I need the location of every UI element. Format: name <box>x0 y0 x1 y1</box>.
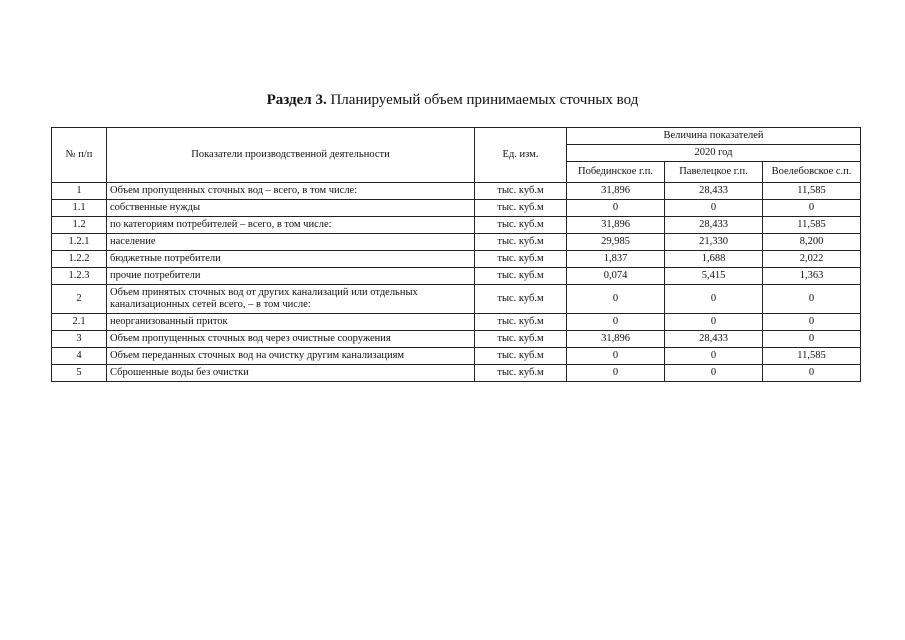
table-row <box>52 200 861 217</box>
row-name: Объем переданных сточных вод на очистку другим канализациям <box>107 348 475 365</box>
row-value: 11,585 <box>763 183 861 200</box>
row-unit: тыс. куб.м <box>475 251 567 268</box>
header-value-group: Величина показателей <box>567 128 861 145</box>
row-value: 0 <box>665 285 763 314</box>
row-num: 4 <box>52 348 107 365</box>
row-unit: тыс. куб.м <box>475 365 567 382</box>
row-num: 1.1 <box>52 200 107 217</box>
table-row <box>52 268 861 285</box>
row-name: население <box>107 234 475 251</box>
header-unit: Ед. изм. <box>475 128 567 183</box>
row-value: 0 <box>665 365 763 382</box>
row-value: 1,688 <box>665 251 763 268</box>
row-unit: тыс. куб.м <box>475 234 567 251</box>
row-value: 29,985 <box>567 234 665 251</box>
row-name: неорганизованный приток <box>107 314 475 331</box>
row-name: Объем принятых сточных вод от других канализаций или отдельных канализационных сетей всего, – в том числе: <box>107 285 475 314</box>
header-settlement-3: Воелебовское с.п. <box>763 162 861 183</box>
row-value: 11,585 <box>763 348 861 365</box>
section-title: Планируемый объем принимаемых сточных вод <box>326 92 639 108</box>
header-settlement-1: Побединское г.п. <box>567 162 665 183</box>
page-title <box>0 92 905 109</box>
row-value: 0,074 <box>567 268 665 285</box>
table-row <box>52 217 861 234</box>
row-value: 0 <box>763 314 861 331</box>
row-num: 1.2.3 <box>52 268 107 285</box>
row-unit: тыс. куб.м <box>475 183 567 200</box>
row-unit: тыс. куб.м <box>475 348 567 365</box>
row-name: Сброшенные воды без очистки <box>107 365 475 382</box>
table-row <box>52 314 861 331</box>
row-unit: тыс. куб.м <box>475 331 567 348</box>
row-unit: тыс. куб.м <box>475 268 567 285</box>
row-value: 0 <box>665 314 763 331</box>
header-settlement-2: Павелецкое г.п. <box>665 162 763 183</box>
row-num: 1.2.1 <box>52 234 107 251</box>
row-name: прочие потребители <box>107 268 475 285</box>
row-name: по категориям потребителей – всего, в том числе: <box>107 217 475 234</box>
table-row <box>52 285 861 314</box>
table-row <box>52 365 861 382</box>
row-value: 1,363 <box>763 268 861 285</box>
row-num: 2 <box>52 285 107 314</box>
row-value: 11,585 <box>763 217 861 234</box>
section-number: Раздел 3. <box>266 92 327 108</box>
row-value: 28,433 <box>665 331 763 348</box>
row-num: 1.2 <box>52 217 107 234</box>
row-value: 0 <box>567 365 665 382</box>
row-value: 0 <box>567 200 665 217</box>
row-value: 1,837 <box>567 251 665 268</box>
row-value: 0 <box>763 285 861 314</box>
row-num: 2.1 <box>52 314 107 331</box>
header-num: № п/п <box>52 128 107 183</box>
wastewater-table <box>51 127 861 382</box>
row-value: 0 <box>763 200 861 217</box>
row-unit: тыс. куб.м <box>475 314 567 331</box>
row-num: 5 <box>52 365 107 382</box>
row-value: 8,200 <box>763 234 861 251</box>
row-value: 0 <box>567 348 665 365</box>
table-row <box>52 234 861 251</box>
row-num: 1 <box>52 183 107 200</box>
table-row <box>52 183 861 200</box>
row-value: 5,415 <box>665 268 763 285</box>
table-row <box>52 348 861 365</box>
row-value: 21,330 <box>665 234 763 251</box>
row-value: 0 <box>763 331 861 348</box>
row-value: 0 <box>567 314 665 331</box>
row-unit: тыс. куб.м <box>475 217 567 234</box>
row-value: 0 <box>665 348 763 365</box>
row-num: 1.2.2 <box>52 251 107 268</box>
row-value: 28,433 <box>665 183 763 200</box>
table-row <box>52 331 861 348</box>
table-row <box>52 251 861 268</box>
row-num: 3 <box>52 331 107 348</box>
row-unit: тыс. куб.м <box>475 200 567 217</box>
header-indicator: Показатели производственной деятельности <box>107 128 475 183</box>
row-name: собственные нужды <box>107 200 475 217</box>
row-value: 0 <box>763 365 861 382</box>
row-value: 31,896 <box>567 331 665 348</box>
row-name: бюджетные потребители <box>107 251 475 268</box>
row-name: Объем пропущенных сточных вод через очистные сооружения <box>107 331 475 348</box>
row-name: Объем пропущенных сточных вод – всего, в том числе: <box>107 183 475 200</box>
row-value: 0 <box>567 285 665 314</box>
row-value: 28,433 <box>665 217 763 234</box>
row-unit: тыс. куб.м <box>475 285 567 314</box>
row-value: 2,022 <box>763 251 861 268</box>
row-value: 31,896 <box>567 217 665 234</box>
row-value: 0 <box>665 200 763 217</box>
header-year: 2020 год <box>567 145 861 162</box>
row-value: 31,896 <box>567 183 665 200</box>
